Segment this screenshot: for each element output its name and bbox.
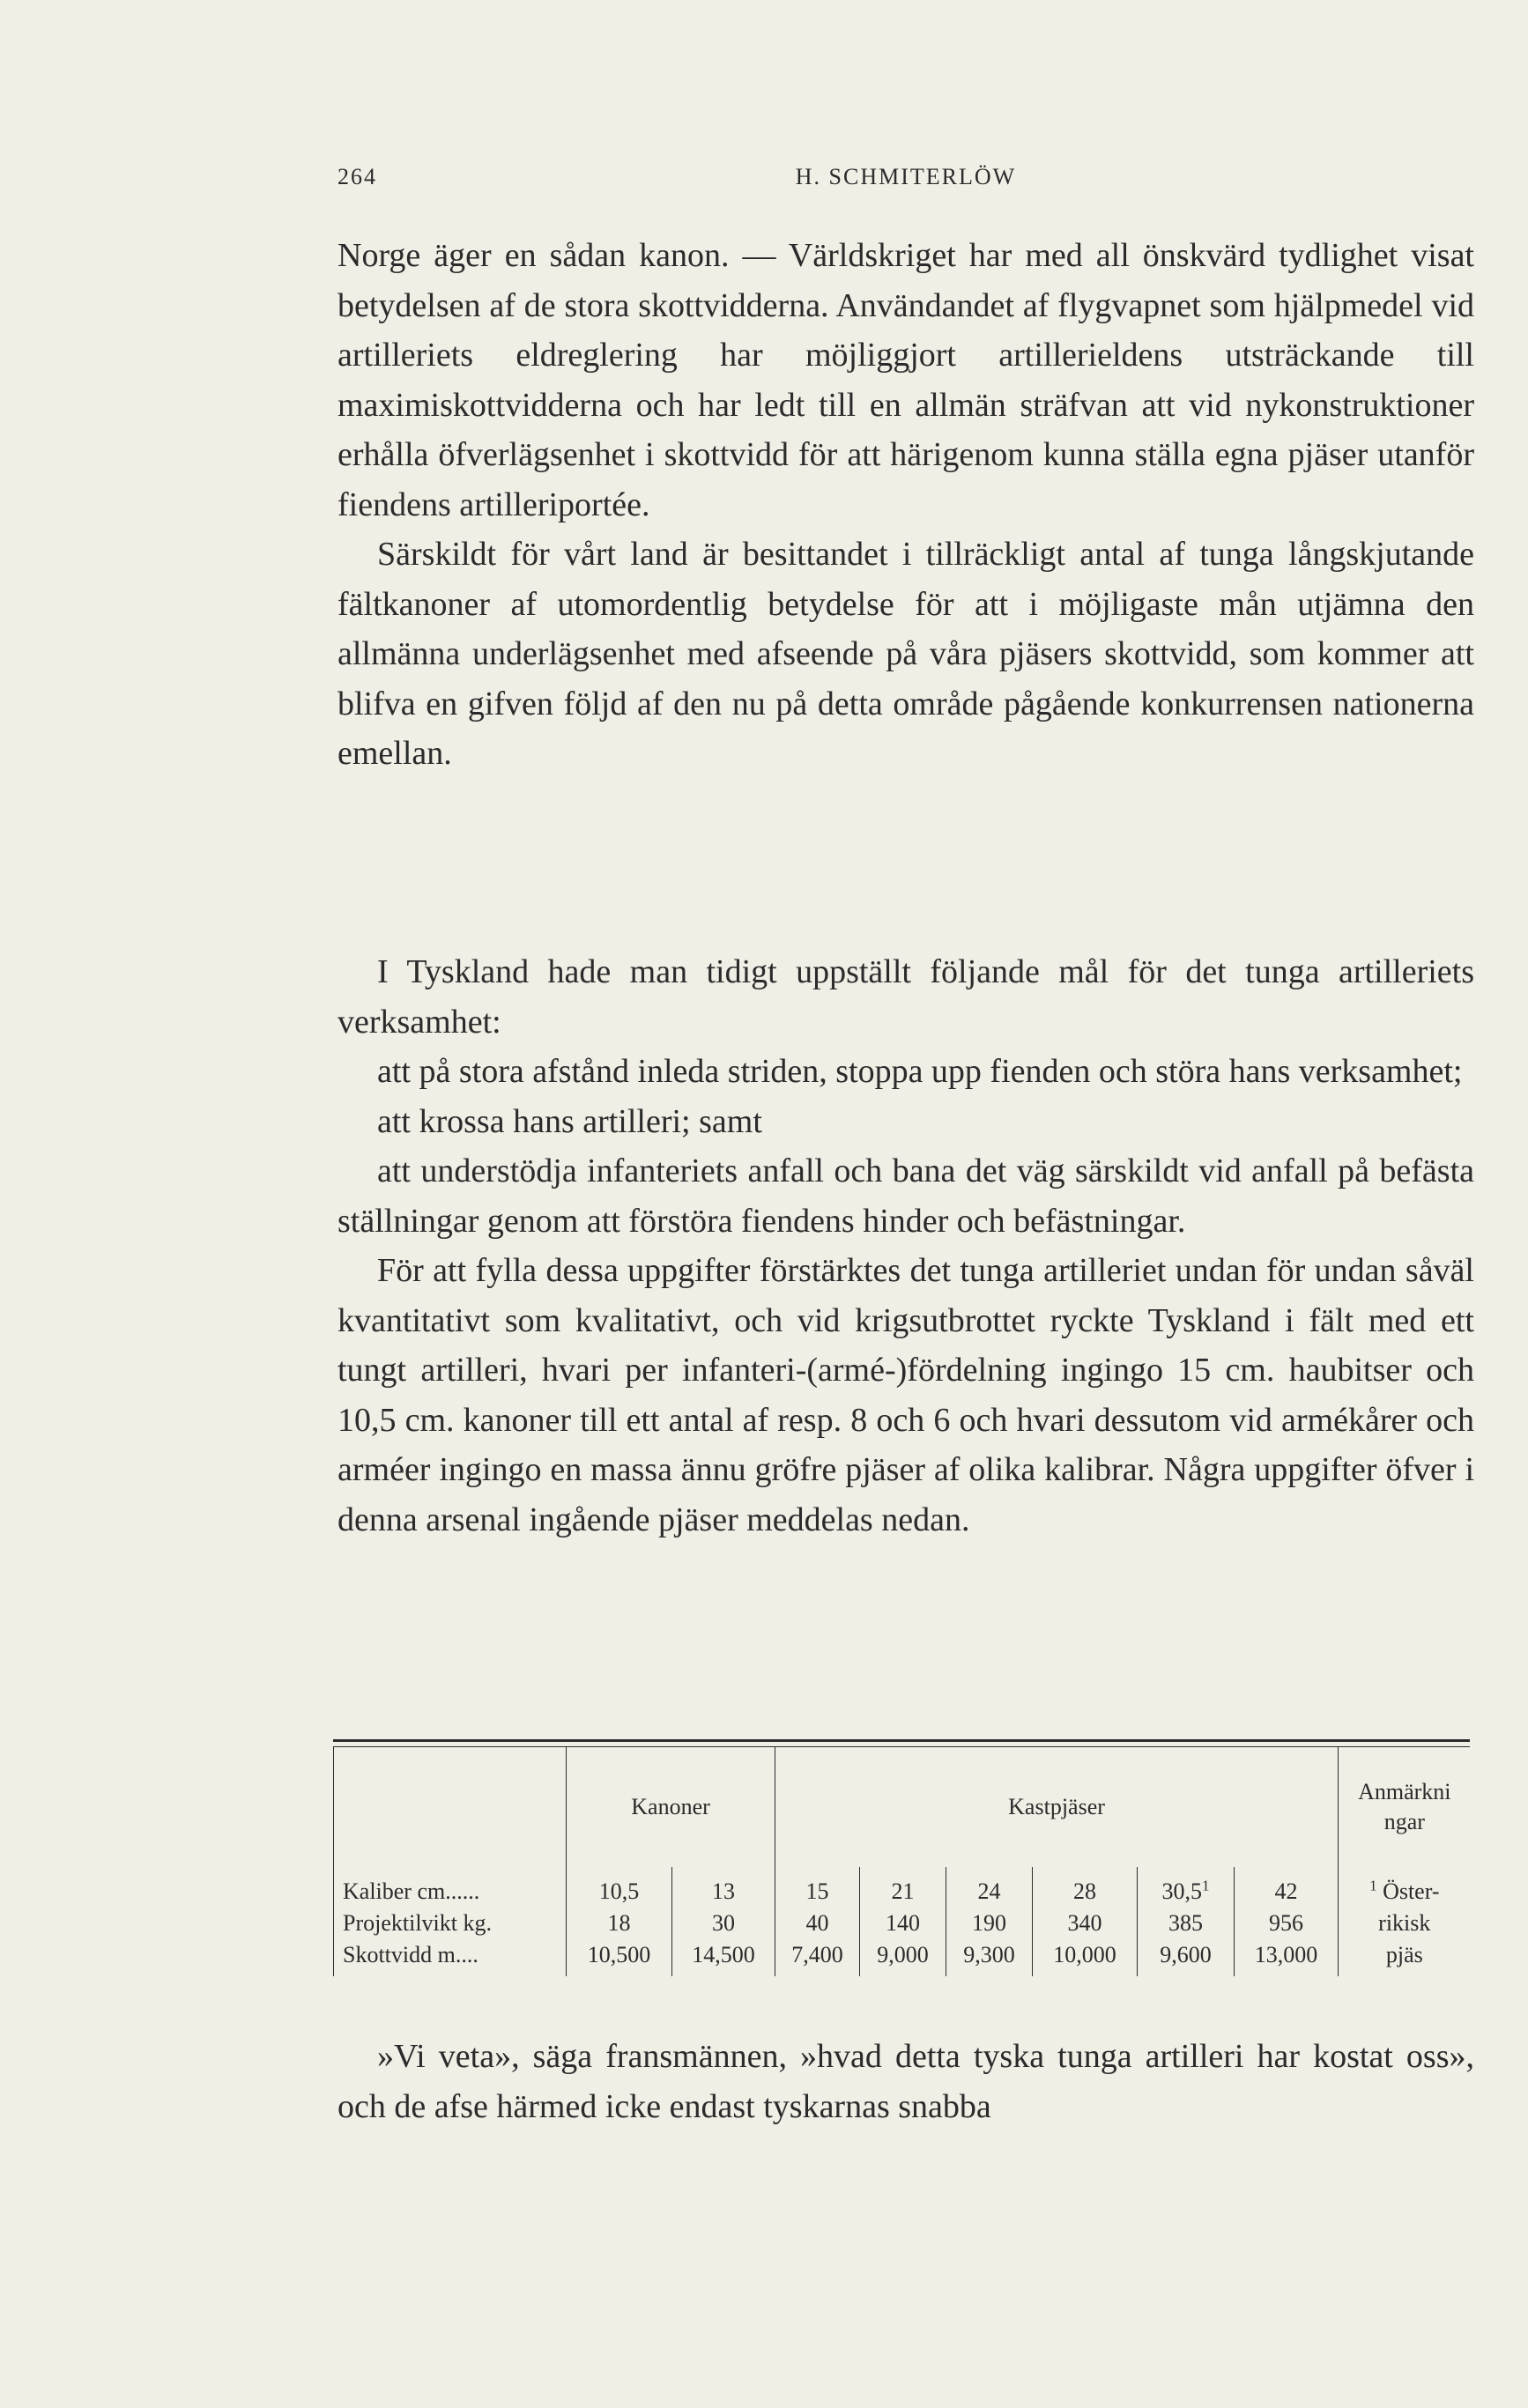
footnote-mark: 1 xyxy=(1202,1877,1210,1894)
header-anmarkningar xyxy=(1339,1747,1471,1867)
note-line: rikisk xyxy=(1339,1908,1471,1939)
cell-skottvidd: 9,000 xyxy=(860,1939,946,1976)
cell-kaliber: 13 xyxy=(672,1867,775,1908)
cell-projektilvikt: 40 xyxy=(775,1908,860,1939)
note-mark: 1 xyxy=(1369,1877,1377,1894)
cell-projektilvikt: 385 xyxy=(1138,1908,1235,1939)
cell-kaliber: 10,5 xyxy=(567,1867,672,1908)
cell-projektilvikt: 18 xyxy=(567,1908,672,1939)
cell-projektilvikt: 30 xyxy=(672,1908,775,1939)
page-header xyxy=(337,164,1474,199)
paragraph: Särskildt för vårt land är besittandet i tillräckligt antal af tunga långskjutande fältkanoner af utomordentlig betydelse för att i möjligaste mån utjämna den allmänna underlägsenhet med afseende på våra pjäsers skottvidd, som kommer att blifva en gifven följd af den nu på detta område pågående konkurrensen nationerna emellan. xyxy=(337,536,1474,772)
cell-skottvidd: 13,000 xyxy=(1235,1939,1339,1976)
list-item: att krossa hans artilleri; samt xyxy=(377,1102,762,1140)
cell-kaliber-footnoted xyxy=(1138,1867,1235,1908)
text-block-germany xyxy=(337,947,1474,1545)
row-label-skottvidd: Skottvidd m.... xyxy=(334,1939,567,1976)
header-kanoner: Kanoner xyxy=(567,1747,775,1867)
list-item: att understödja infanteriets anfall och bana det väg särskildt vid anfall på befästa ställningar genom att förstöra fiendens hinder och befästningar. xyxy=(337,1152,1474,1240)
table-row-skottvidd xyxy=(334,1939,1471,1976)
row-label-projektilvikt: Projektilvikt kg. xyxy=(334,1908,567,1939)
cell-kaliber: 24 xyxy=(946,1867,1033,1908)
table-top-rule xyxy=(333,1739,1470,1742)
table-row-kaliber xyxy=(334,1867,1471,1908)
cell-skottvidd: 7,400 xyxy=(775,1939,860,1976)
cell-projektilvikt: 956 xyxy=(1235,1908,1339,1939)
row-label-kaliber: Kaliber cm...... xyxy=(334,1867,567,1908)
table-row-projektilvikt xyxy=(334,1908,1471,1939)
cell-skottvidd: 10,000 xyxy=(1033,1939,1138,1976)
header-empty-cell xyxy=(334,1747,567,1867)
header-kastpjaser: Kastpjäser xyxy=(775,1747,1339,1867)
note-line: pjäs xyxy=(1339,1939,1471,1976)
text-block-continuation xyxy=(337,231,1474,779)
paragraph: I Tyskland hade man tidigt uppställt följande mål för det tunga artilleriets verksamhet: xyxy=(337,953,1474,1041)
cell-skottvidd: 9,300 xyxy=(946,1939,1033,1976)
cell-projektilvikt: 140 xyxy=(860,1908,946,1939)
note-cell xyxy=(1339,1867,1471,1908)
running-head: H. SCHMITERLÖW xyxy=(795,164,1017,189)
cell-kaliber: 28 xyxy=(1033,1867,1138,1908)
table-header-row xyxy=(334,1747,1471,1867)
note-line: Öster- xyxy=(1383,1878,1440,1904)
list-item: att på stora afstånd inleda striden, stoppa upp fienden och störa hans verksamhet; xyxy=(377,1053,1463,1090)
cell-skottvidd: 10,500 xyxy=(567,1939,672,1976)
cell-projektilvikt: 190 xyxy=(946,1908,1033,1939)
paragraph: Norge äger en sådan kanon. — Världskriget har med all önskvärd tydlighet visat betydelsen af de stora skottvidderna. Användandet af flygvapnet som hjälpmedel vid artilleriets eldreglering har möjliggjort artillerieldens utsträckande till maximiskottvidderna och har ledt till en allmän sträfvan att vid nykonstruktioner erhålla öfverlägsenhet i skottvidd för att härigenom kunna ställa egna pjäser utanför fiendens artilleriportée. xyxy=(337,237,1474,523)
cell-projektilvikt: 340 xyxy=(1033,1908,1138,1939)
text-block-closing xyxy=(337,2032,1474,2131)
cell-skottvidd: 9,600 xyxy=(1138,1939,1235,1976)
data-table xyxy=(333,1747,1471,1976)
paragraph: För att fylla dessa uppgifter förstärktes det tunga artilleriet undan för undan såväl kvantitativt som kvalitativt, och vid krigsutbrottet ryckte Tyskland i fält med ett tungt artilleri, hvari per infanteri-(armé-)fördelning ingingo 15 cm. haubitser och 10,5 cm. kanoner till ett antal af resp. 8 och 6 och hvari dessutom vid armékårer och arméer ingingo en massa ännu gröfre pjäser af olika kalibrar. Några uppgifter öfver i denna arsenal ingående pjäser meddelas nedan. xyxy=(337,1252,1474,1538)
cell-skottvidd: 14,500 xyxy=(672,1939,775,1976)
artillery-table xyxy=(333,1739,1470,1976)
cell-kaliber: 21 xyxy=(860,1867,946,1908)
page-number: 264 xyxy=(337,164,377,189)
header-anmarkningar-text: Anmärkningar xyxy=(1358,1778,1451,1834)
cell-kaliber: 42 xyxy=(1235,1867,1339,1908)
cell-kaliber-value: 30,5 xyxy=(1161,1878,1203,1904)
paragraph: »Vi veta», säga fransmännen, »hvad detta tyska tunga artilleri har kostat oss», och de afse härmed icke endast tyskarnas snabba xyxy=(337,2038,1474,2125)
cell-kaliber: 15 xyxy=(775,1867,860,1908)
